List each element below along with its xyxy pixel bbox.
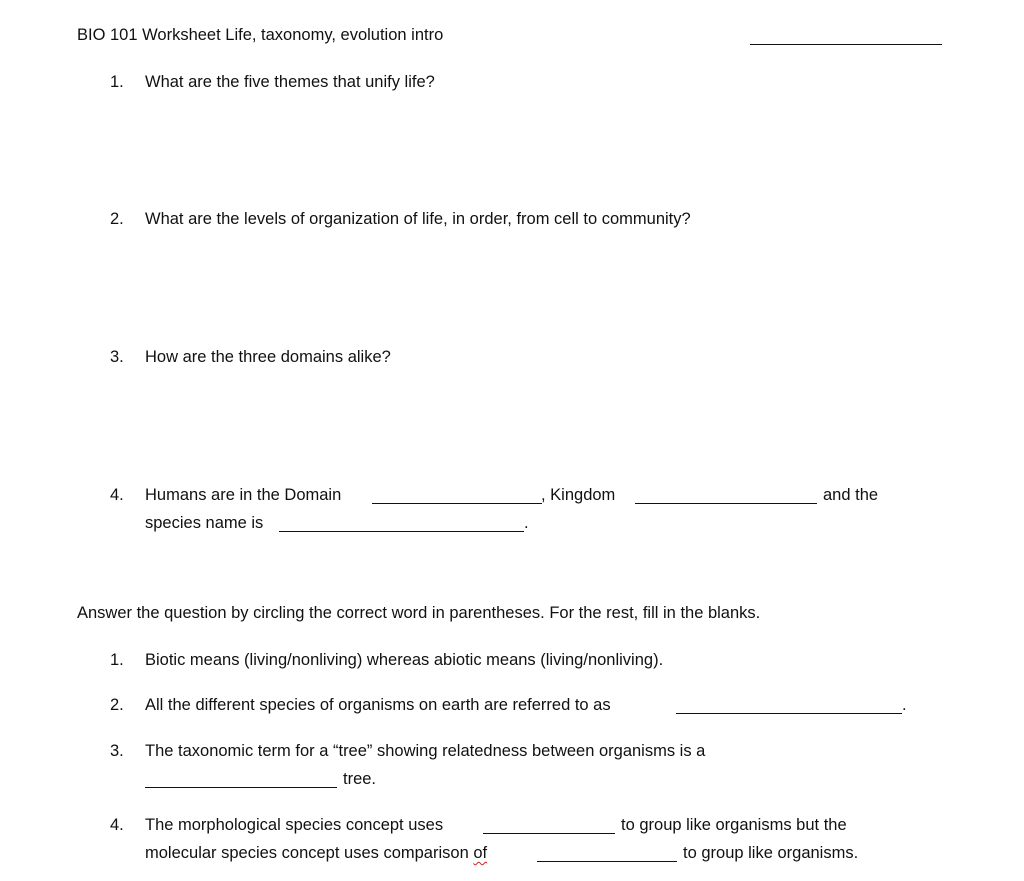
question-text: All the different species of organisms on earth are referred to as [145,696,611,714]
tree-blank[interactable] [145,787,337,788]
worksheet-title: BIO 101 Worksheet Life, taxonomy, evolution intro [77,26,444,44]
species-name-blank[interactable] [279,531,524,532]
question-text: to group like organisms but the [621,816,847,834]
question-text: The taxonomic term for a “tree” showing relatedness between organisms is a [145,742,706,760]
kingdom-blank[interactable] [635,503,817,504]
question-text: . [902,696,907,714]
question-number: 2. [110,210,124,228]
question-text: . [524,514,529,532]
biodiversity-blank[interactable] [676,713,902,714]
question-text: tree. [343,770,377,788]
question-text: and the [823,486,879,504]
question-text: Biotic means (living/nonliving) whereas abiotic means (living/nonliving). [145,651,664,669]
question-text: species name is [145,514,264,532]
question-text: What are the levels of organization of life, in order, from cell to community? [145,210,691,228]
question-number: 3. [110,348,124,366]
question-text: The morphological species concept uses [145,816,444,834]
question-number: 3. [110,742,124,760]
instructions: Answer the question by circling the correct word in parentheses. For the rest, fill in the blanks. [77,604,761,622]
molecular-blank[interactable] [537,861,677,862]
question-text: to group like organisms. [683,844,859,862]
question-text: What are the five themes that unify life? [145,73,435,91]
question-number: 1. [110,651,124,669]
question-number: 2. [110,696,124,714]
morphological-blank[interactable] [483,833,615,834]
question-text-segment: molecular species concept uses comparison [145,844,469,862]
domain-blank[interactable] [372,503,542,504]
question-number: 4. [110,486,124,504]
spellcheck-word: of [473,844,488,862]
question-number: 4. [110,816,124,834]
question-text [145,843,487,863]
question-text: Humans are in the Domain [145,486,342,504]
question-text: How are the three domains alike? [145,348,391,366]
question-text: , Kingdom [541,486,616,504]
question-number: 1. [110,73,124,91]
name-blank[interactable] [750,44,942,45]
